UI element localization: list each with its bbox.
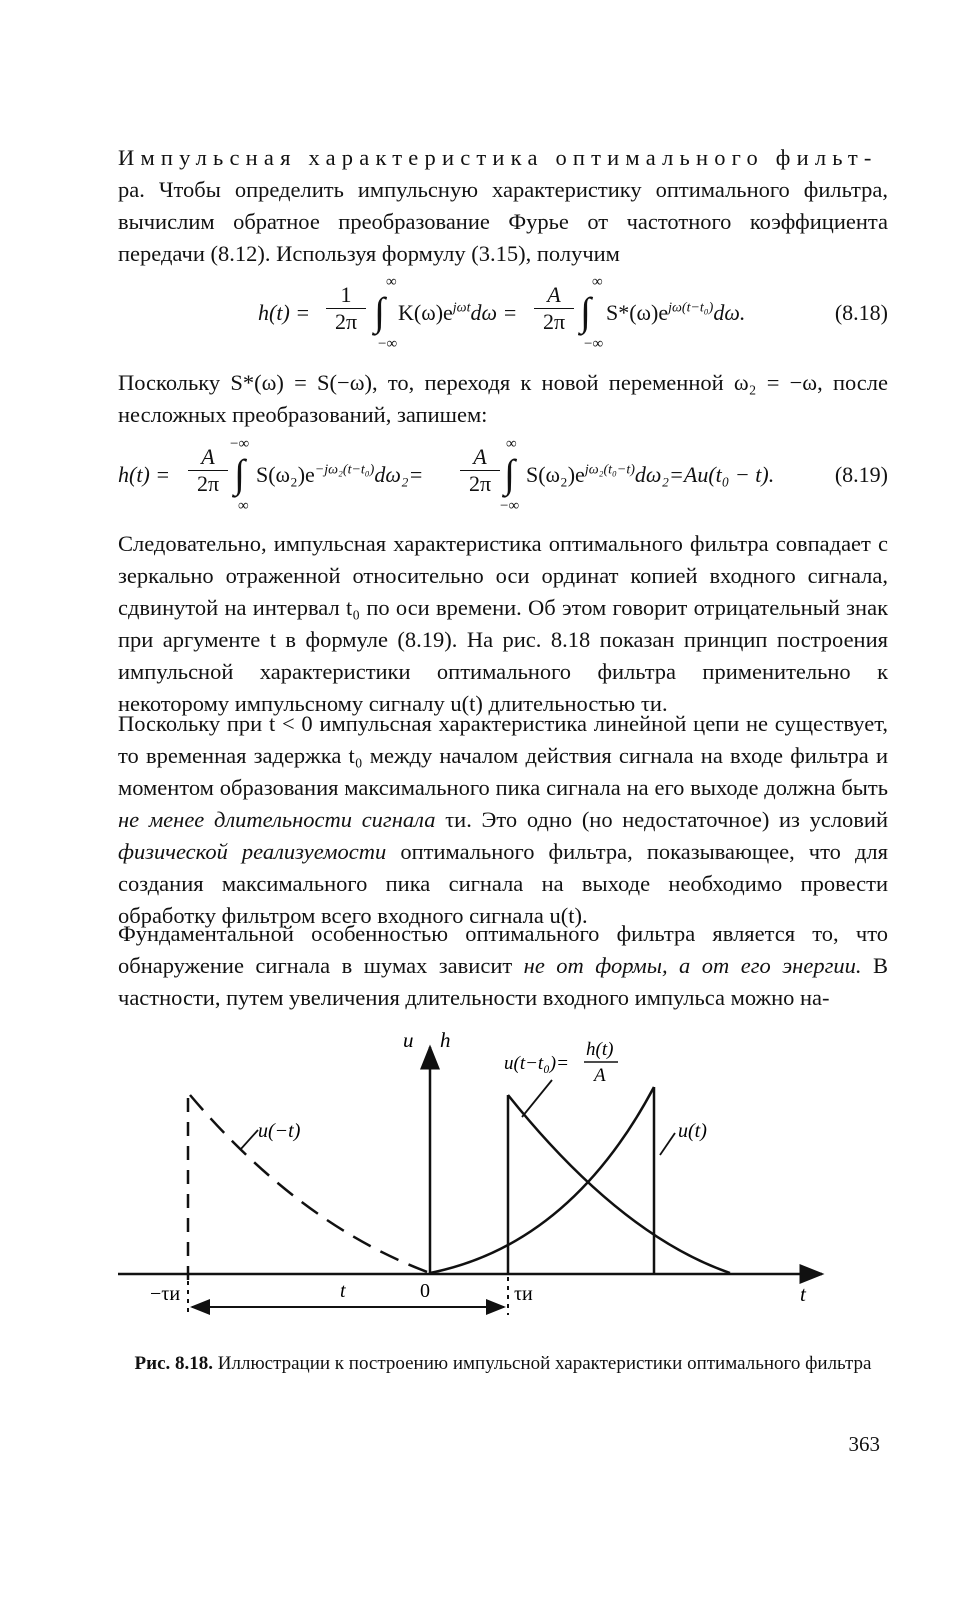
section-run-in-title: Импульсная характеристика оптимального фильт- (118, 145, 878, 170)
eq-lhs: h(t) = (118, 462, 171, 487)
paragraph-fundamental-feature: Фундаментальной особенностью оптимального фильтра является то, что обнаружение сигнала в шумах зависит не от формы, а от его энергии. В частности, путем увеличения длительности входного импульса можно на- (118, 921, 888, 1010)
integrand: S(ω₂)e (526, 462, 585, 487)
figure-8-18 (100, 1025, 880, 1335)
curve-u-minus-t (190, 1095, 430, 1273)
eq-fraction: $\frac{1}{2\pi}$ (326, 282, 366, 335)
integral-sign: ∫ (580, 289, 591, 334)
label-tau: τи (514, 1283, 533, 1305)
integral-upper-limit: ∞ (506, 436, 517, 452)
integral-upper-limit: ∞ (592, 274, 603, 290)
integral-upper-limit: −∞ (230, 436, 250, 452)
emphasis-text: физической реализуемости (118, 839, 387, 864)
integrand: S*(ω)e (606, 300, 669, 325)
paragraph-impulse-response (118, 142, 888, 270)
integrand: S(ω₂)e (256, 462, 315, 487)
paragraph-mirror-copy: Следовательно, импульсная характеристика оптимального фильтра совпадает с зеркально отраженной относительно оси ординат копией входного сигнала, сдвинутой на интервал t₀ по оси времени. Об этом говорит отрицательный знак при аргументе t в формуле (8.19). На рис. 8.18 показан принцип построения импульсной характеристики оптимального фильтра применительно к некоторому импульсному сигналу u(t) длительностью τи. (118, 531, 888, 716)
integrand: K(ω)e (398, 300, 453, 325)
eq-fraction: $\frac{A}{2\pi}$ (460, 444, 500, 497)
page-number: 363 (848, 1432, 880, 1456)
label-h-num: h(t) (586, 1039, 614, 1060)
paragraph-physical-realizability: Поскольку при t < 0 импульсная характеристика линейной цепи не существует, то временная задержка t₀ между началом действия сигнала на входе фильтра и моментом образования максимального пика сигнала на его выходе должна быть не менее длительности сигнала τи. Это одно (но недостаточное) из условий физической реализуемости оптимального фильтра, показывающее, что для создания максимального пика сигнала на выходе необходимо провести обработку фильтром всего входного сигнала u(t). (118, 711, 889, 928)
label-u-t: u(t) (678, 1120, 707, 1142)
label-h: h (440, 1028, 451, 1052)
integral-lower-limit: −∞ (500, 498, 520, 514)
integral-lower-limit: ∞ (238, 498, 249, 514)
figure-caption (118, 1350, 888, 1377)
curve-u-t (430, 1087, 654, 1273)
eq-fraction: $\frac{A}{2\pi}$ (188, 444, 228, 497)
equation-8-18: h(t) = $\frac{1}{2\pi}$ ∞ ∫ −∞ $K(\omega)e^{j\omega t}d\omega$ = $\frac{A}{2\pi}$ ∞ ∫ −∞ $S*(\omega)e^{j\omega(t-t_0)}d\omega$. (8.18) (258, 274, 888, 352)
label-shift: u(t−t₀)= (504, 1053, 569, 1074)
impulse-response-diagram (100, 1025, 880, 1335)
equation-number: (8.18) (834, 300, 888, 325)
equation-number: (8.19) (834, 462, 888, 487)
label-h-den: A (594, 1065, 606, 1086)
eq-lhs: h(t) = (258, 300, 311, 325)
label-t-axis: t (800, 1282, 806, 1306)
leader-u-minus-t (240, 1130, 258, 1150)
leader-u-t (660, 1133, 675, 1155)
integral-sign: ∫ (374, 289, 385, 334)
integral-lower-limit: −∞ (584, 336, 604, 352)
integral-upper-limit: ∞ (386, 274, 397, 290)
integral-sign: ∫ (234, 451, 245, 496)
equation-8-19: h(t) = $\frac{A}{2\pi}$ −∞ ∫ ∞ $S(\omega_2)e^{-j\omega_2(t-t_0)}d\omega_2=$ $\frac{A}{2\pi}$ ∞ ∫ −∞ $S(\omega_2)e^{j\omega_2(t_0-t)}d\omega_2=Au(t_0 - t)$. (8.19) (118, 436, 888, 514)
emphasis-text: не от формы, а от его энергии. (523, 953, 862, 978)
integral-sign: ∫ (504, 451, 515, 496)
leader-shift (522, 1080, 552, 1117)
paragraph-substitution: Поскольку S*(ω) = S(−ω), то, переходя к новой переменной ω₂ = −ω, после несложных преобразований, запишем: (118, 370, 888, 427)
integral-lower-limit: −∞ (378, 336, 398, 352)
caption-label: Рис. 8.18. (134, 1353, 214, 1374)
label-minus-tau: −τи (150, 1283, 181, 1305)
emphasis-text: не менее длительности сигнала (118, 807, 436, 832)
label-t-interval: t (340, 1280, 346, 1302)
label-u-minus-t: u(−t) (258, 1120, 301, 1142)
paragraph-text: ра. Чтобы определить импульсную характеристику оптимального фильтра, вычислим обратное преобразование Фурье от частотного коэффициента передачи (8.12). Используя формулу (3.15), получим (118, 177, 888, 266)
label-u: u (403, 1028, 414, 1052)
label-zero: 0 (420, 1280, 430, 1302)
caption-text: Иллюстрации к построению импульсной характеристики оптимального фильтра (213, 1353, 872, 1374)
eq-fraction: $\frac{A}{2\pi}$ (534, 282, 574, 335)
